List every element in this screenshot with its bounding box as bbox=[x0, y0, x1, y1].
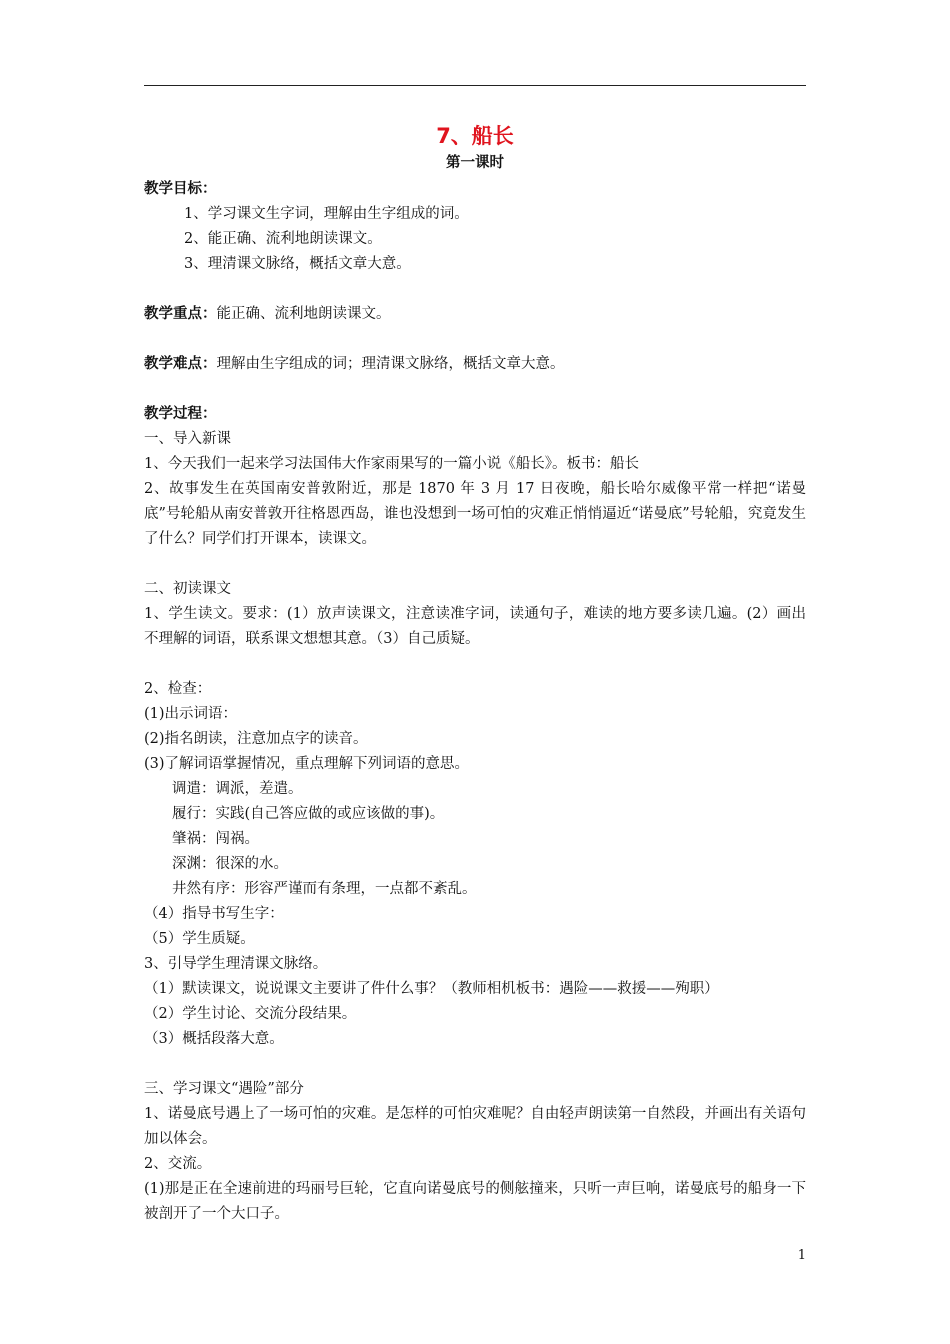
list-item: （2）学生讨论、交流分段结果。 bbox=[144, 1006, 357, 1022]
vocab-item: 井然有序：形容严谨而有条理，一点都不紊乱。 bbox=[172, 881, 477, 897]
teaching-difficulty bbox=[144, 352, 806, 377]
vocab-item: 履行：实践(自己答应做的或应该做的事)。 bbox=[172, 806, 445, 822]
teaching-focus bbox=[144, 302, 806, 327]
list-item: （4）指导书写生字： bbox=[144, 906, 284, 922]
paragraph: 1、今天我们一起来学习法国伟大作家雨果写的一篇小说《船长》。板书：船长 bbox=[144, 456, 639, 472]
paragraph: 1、诺曼底号遇上了一场可怕的灾难。是怎样的可怕灾难呢？自由轻声朗读第一自然段，并画出有关语句加以体会。 bbox=[144, 1106, 806, 1147]
list-item: (2)指名朗读，注意加点字的读音。 bbox=[144, 731, 368, 747]
page-subtitle: 第一课时 bbox=[446, 155, 504, 171]
process-heading: 教学过程： bbox=[144, 406, 217, 422]
difficulty-text: 理解由生字组成的词；理清课文脉络，概括文章大意。 bbox=[216, 356, 565, 372]
list-item: (1)出示词语： bbox=[144, 706, 238, 722]
section-title: 三、学习课文“遇险”部分 bbox=[144, 1081, 304, 1097]
section-title: 一、导入新课 bbox=[144, 431, 231, 447]
teaching-process-section bbox=[144, 402, 806, 1227]
page-title: 7、船长 bbox=[436, 124, 514, 148]
difficulty-label: 教学难点： bbox=[144, 356, 217, 372]
vocab-item: 调遣：调派，差遣。 bbox=[172, 781, 303, 797]
paragraph: 3、引导学生理清课文脉络。 bbox=[144, 956, 328, 972]
teaching-goals-section bbox=[144, 177, 806, 277]
focus-text: 能正确、流利地朗读课文。 bbox=[216, 306, 391, 322]
document-body bbox=[144, 120, 806, 1227]
section-title: 二、初读课文 bbox=[144, 581, 231, 597]
paragraph: 2、故事发生在英国南安普敦附近，那是 1870 年 3 月 17 日夜晚，船长哈尔威像平常一样把“诺曼底”号轮船从南安普敦开往格恩西岛，谁也没想到一场可怕的灾难正悄悄逼近“诺曼底”号轮船，究竟发生了什么？同学们打开课本，读课文。 bbox=[144, 481, 806, 547]
paragraph: (1)那是正在全速前进的玛丽号巨轮，它直向诺曼底号的侧舷撞来，只听一声巨响，诺曼底号的船身一下被剖开了一个大口子。 bbox=[144, 1181, 806, 1222]
page-number: 1 bbox=[797, 1248, 806, 1263]
focus-label: 教学重点： bbox=[144, 306, 217, 322]
header-rule bbox=[144, 85, 806, 86]
goal-item: 1、学习课文生字词，理解由生字组成的词。 bbox=[184, 206, 469, 222]
goals-heading: 教学目标： bbox=[144, 181, 217, 197]
list-item: （5）学生质疑。 bbox=[144, 931, 255, 947]
vocab-item: 深渊：很深的水。 bbox=[172, 856, 288, 872]
check-heading: 2、检查： bbox=[144, 681, 212, 697]
list-item: (3)了解词语掌握情况，重点理解下列词语的意思。 bbox=[144, 756, 470, 772]
list-item: （3）概括段落大意。 bbox=[144, 1031, 284, 1047]
list-item: （1）默读课文，说说课文主要讲了件什么事？（教师相机板书：遇险——救援——殉职） bbox=[144, 981, 719, 997]
goal-item: 2、能正确、流利地朗读课文。 bbox=[184, 231, 382, 247]
goal-item: 3、理清课文脉络，概括文章大意。 bbox=[184, 256, 411, 272]
paragraph: 1、学生读文。要求：(1）放声读课文，注意读准字词，读通句子，难读的地方要多读几遍。(2）画出不理解的词语，联系课文想想其意。（3）自己质疑。 bbox=[144, 606, 806, 647]
paragraph: 2、交流。 bbox=[144, 1156, 212, 1172]
vocab-item: 肇祸：闯祸。 bbox=[172, 831, 259, 847]
